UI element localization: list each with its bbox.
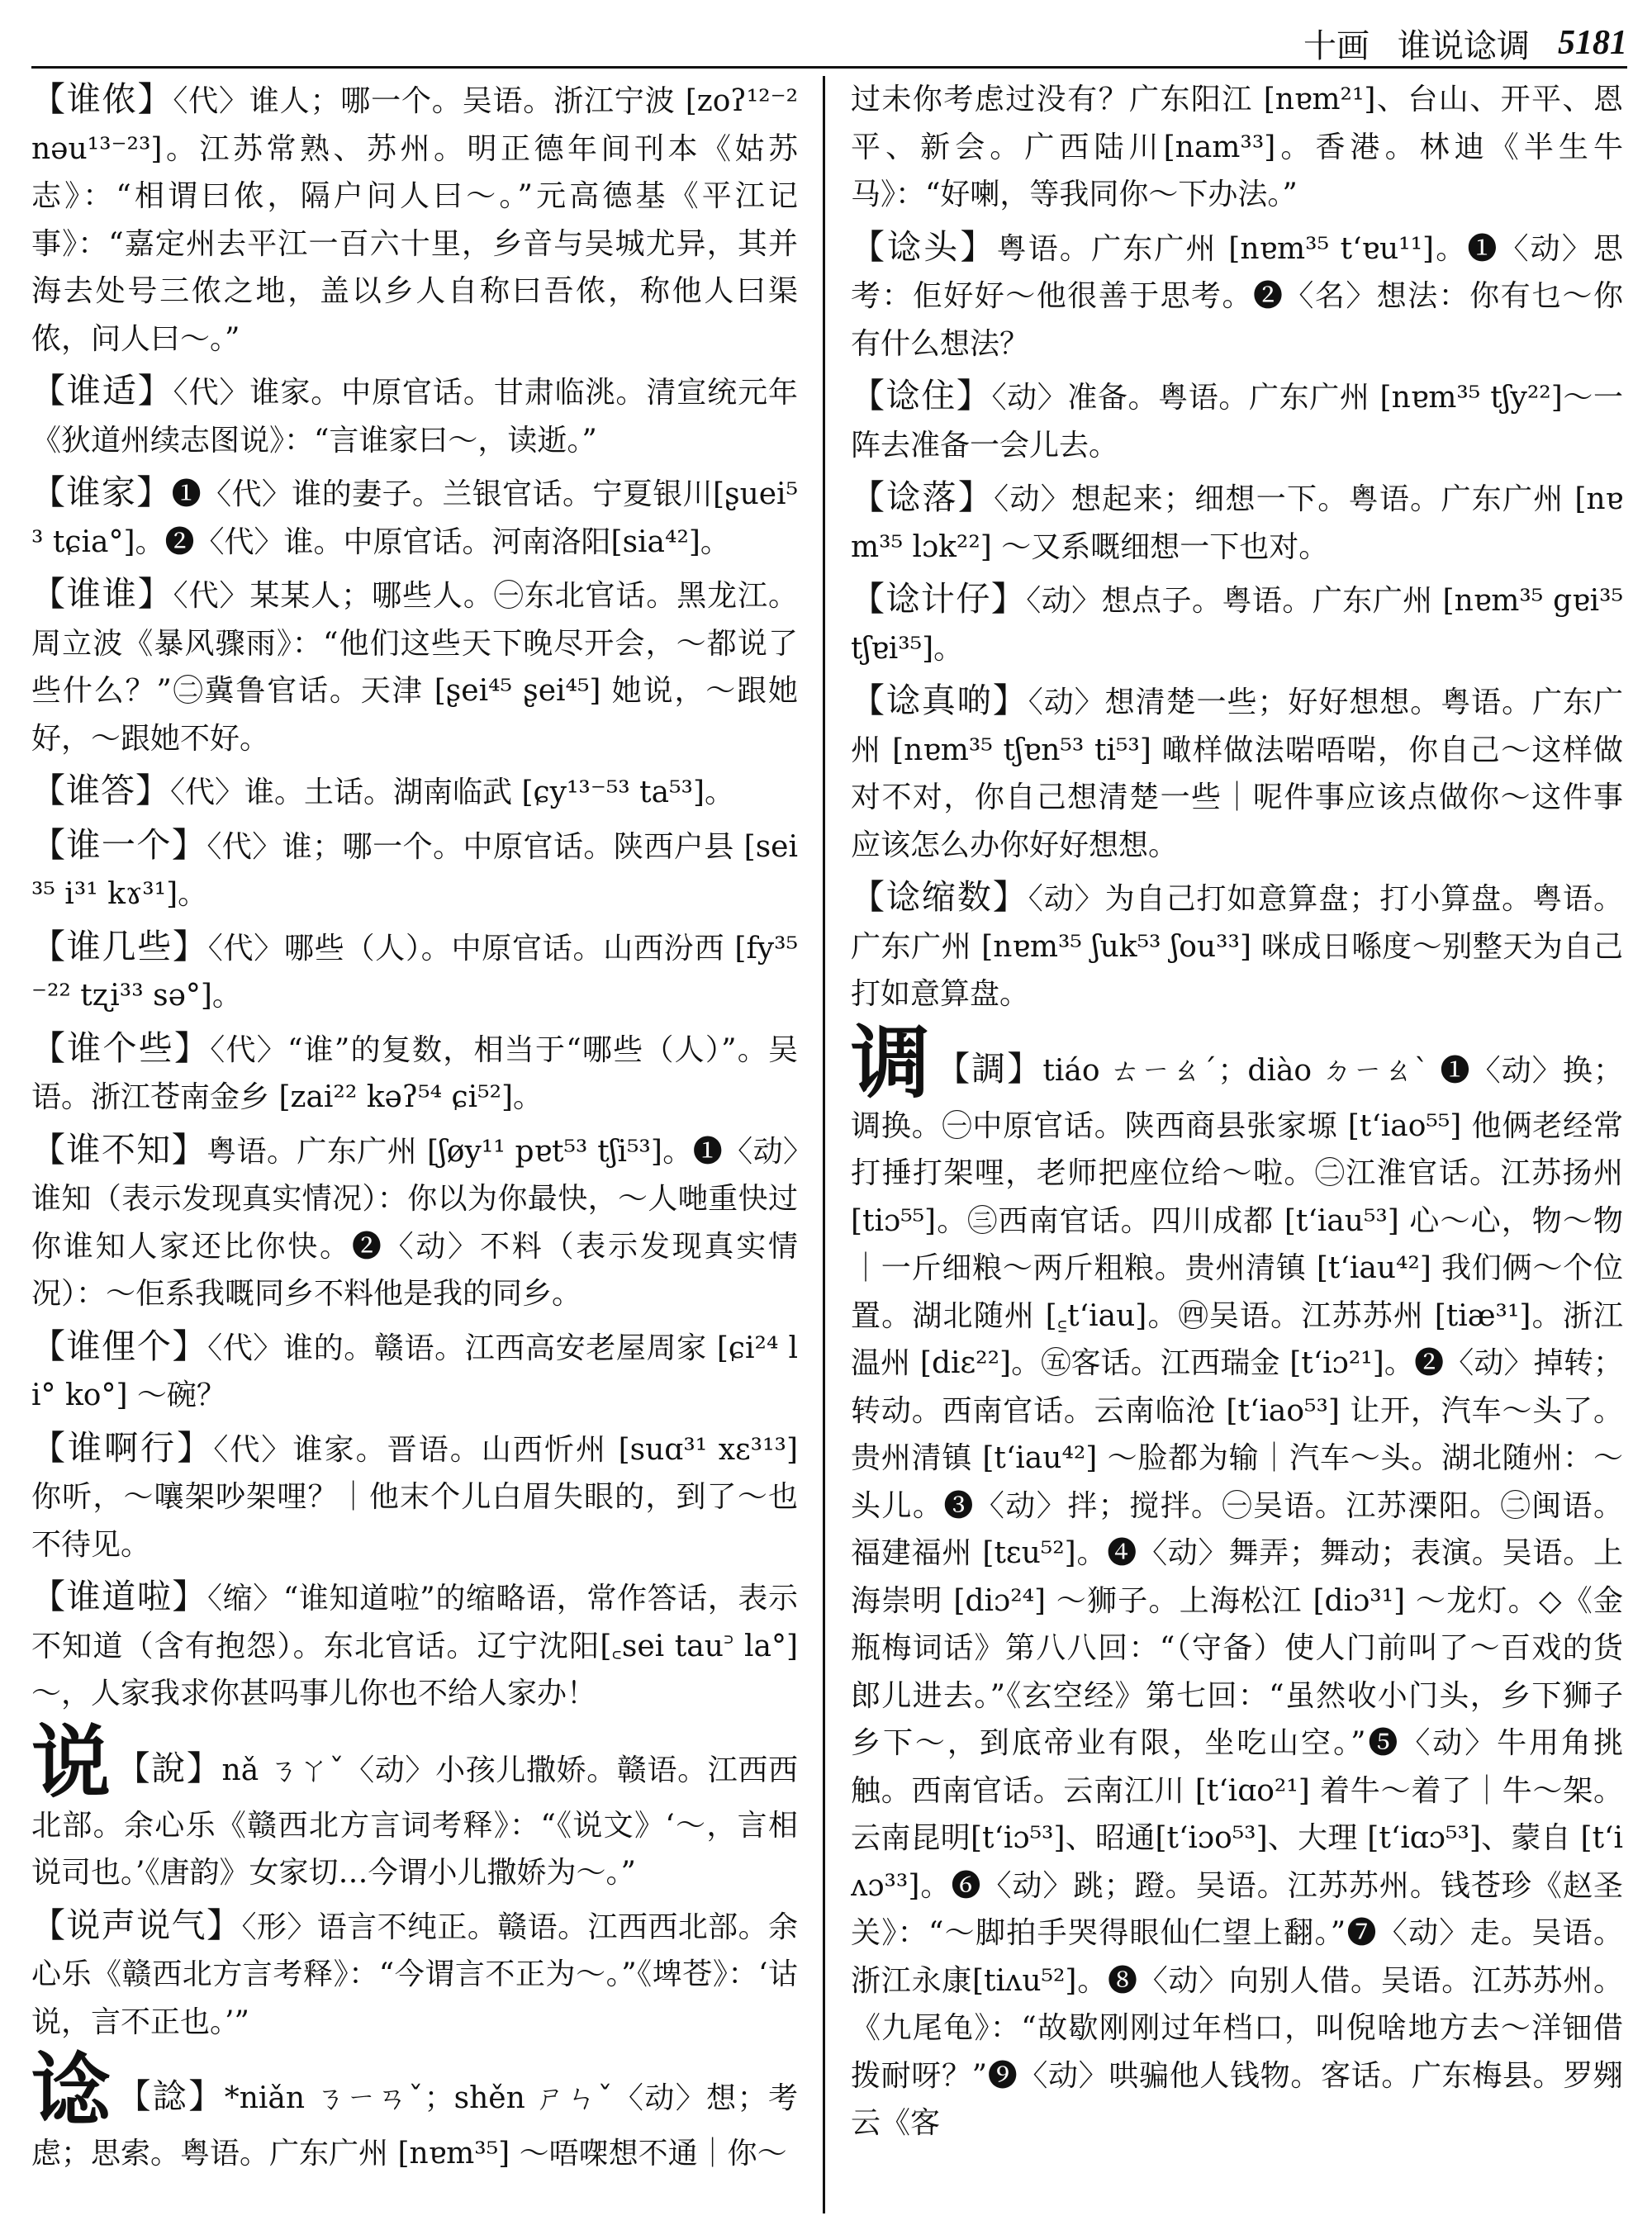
entry-headword: 【谁家】 <box>31 472 172 512</box>
dictionary-entry <box>851 677 1623 869</box>
entry-headword: 【諗】 <box>116 2076 225 2116</box>
entry-text: 〈形〉语言不纯正。赣语。江西西北部。余心乐《赣西北方言考释》：“今谓言不正为～。”《埤苍》：‘诂说，言不正也。’” <box>31 1910 798 2039</box>
head-character: 说 <box>31 1715 112 1809</box>
entry-headword: 【谂真啲】 <box>851 681 1028 720</box>
character-entry <box>31 2043 798 2178</box>
entry-text: 〈代〉谁家。晋语。山西忻州 [suɑ³¹ xɛ³¹³] 你听，～嚷架吵架哩？｜他末个儿白眉失眼的，到了～也不待见。 <box>31 1432 798 1562</box>
entry-headword: 【谂头】 <box>851 226 997 267</box>
dictionary-entry <box>851 474 1623 571</box>
entry-headword: 【谁俚个】 <box>31 1326 208 1366</box>
entry-headword: 【谁侬】 <box>31 79 173 119</box>
character-entry <box>851 1015 1623 2147</box>
entry-headword: 【谁适】 <box>31 371 173 410</box>
dictionary-entry <box>31 1323 798 1420</box>
left-column <box>31 76 798 2213</box>
page-number: 5181 <box>1558 24 1627 62</box>
character-entry <box>31 1715 798 1897</box>
entry-headword: 【調】 <box>936 1048 1043 1089</box>
entry-text: 〈动〉想点子。粤语。广东广州 [nɐm³⁵ gɐi³⁵ tʃɐi³⁵]。 <box>851 584 1623 666</box>
entry-text: 〈动〉为自己打如意算盘；打小算盘。粤语。广东广州 [nɐm³⁵ ʃuk⁵³ ʃou³³] 咪成日喺度～别整天为自己打如意算盘。 <box>851 882 1623 1011</box>
entry-continuation <box>851 76 1623 219</box>
dictionary-entry <box>31 1573 798 1718</box>
entry-text: 〈代〉谁。土话。湖南临武 [ɕy¹³⁻⁵³ ta⁵³]。 <box>170 776 734 809</box>
dictionary-entry <box>31 1425 798 1569</box>
dictionary-entry <box>31 1127 798 1318</box>
entry-text: 〈代〉哪些（人）。中原官话。山西汾西 [fy³⁵⁻²² tʐi³³ sə°]。 <box>31 931 798 1013</box>
dictionary-entry <box>31 767 798 817</box>
entry-headword: 【谁谁】 <box>31 574 173 614</box>
entry-headword: 【谁道啦】 <box>31 1577 208 1616</box>
entry-headword: 【谁啊行】 <box>31 1427 214 1468</box>
dictionary-entry <box>31 1025 798 1122</box>
entry-text: 〈代〉谁人；哪一个。吴语。浙江宁波 [zoʔ¹²⁻² nəu¹³⁻²³]。江苏常熟、苏州。明正德年间刊本《姑苏志》：“相谓曰侬，隔户问人曰～。”元高德基《平江记事》：“嘉定州去平江一百六十里，乡音与吴城尤异，其并海去处号三侬之地，盖以乡人自称曰吾侬，称他人曰渠侬，问人曰～。” <box>31 84 798 356</box>
dictionary-entry <box>31 923 798 1020</box>
column-divider <box>823 76 825 2213</box>
entry-text: 过未你考虑过没有？广东阳江 [nɐm²¹]、台山、开平、恩平、新会。广西陆川[nam³³]。香港。林迪《半生牛马》：“好喇，等我同你～下办法。” <box>851 83 1623 211</box>
entry-text: 〈动〉想清楚一些；好好想想。粤语。广东广州 [nɐm³⁵ tʃɐn⁵³ ti⁵³] 噉样做法啱唔啱，你自己～这样做对不对，你自己想清楚一些｜呢件事应该点做你～这件事应该怎么办你好好想想。 <box>851 686 1623 862</box>
entry-text: 〈代〉某某人；哪些人。㊀东北官话。黑龙江。周立波《暴风骤雨》：“他们这些天下晚尽开会，～都说了些什么？”㊁冀鲁官话。天津 [ʂei⁴⁵ ʂei⁴⁵] 她说，～跟她好，～跟她不好。 <box>31 579 798 756</box>
entry-headword: 【谂缩数】 <box>851 877 1028 917</box>
entry-headword: 【谁答】 <box>31 771 170 810</box>
entry-text: 〈代〉谁的。赣语。江西高安老屋周家 [ɕi²⁴ li° ko°] ～碗？ <box>31 1331 798 1412</box>
entry-text: ❶〈代〉谁的妻子。兰银官话。宁夏银川[ʂuei⁵³ tɕia°]。❷〈代〉谁。中原官话。河南洛阳[sia⁴²]。 <box>31 477 798 559</box>
dictionary-entry <box>31 76 798 363</box>
dictionary-entry <box>31 368 798 464</box>
entry-text: nǎ ㄋㄚˇ〈动〉小孩儿撒娇。赣语。江西西北部。余心乐《赣西北方言词考释》：“《说文》‘～，言相说司也。’《唐韵》女家切…今谓小儿撒娇为～。” <box>31 1753 798 1890</box>
running-header <box>1303 18 1627 68</box>
dictionary-entry <box>31 571 798 762</box>
head-character: 调 <box>851 1015 932 1109</box>
header-range: 谁说谂调 <box>1398 26 1530 65</box>
entry-headword: 【谂计仔】 <box>851 579 1027 619</box>
entry-text: 粤语。广东广州 [ʃøy¹¹ pɐt⁵³ tʃi⁵³]。❶〈动〉谁知（表示发现真实情况）：你以为你最快，～人哋重快过你谁知人家还比你快。❷〈动〉不料（表示发现真实情况）：～佢系我嘅同乡不料他是我的同乡。 <box>31 1134 798 1311</box>
header-section: 十画 <box>1303 26 1370 65</box>
dictionary-entry <box>851 576 1623 672</box>
dictionary-entry <box>851 224 1623 368</box>
dictionary-entry <box>851 874 1623 1018</box>
dictionary-entry <box>31 1902 798 2047</box>
head-character: 谂 <box>31 2043 112 2137</box>
dictionary-entry <box>851 372 1623 469</box>
entry-text: 〈代〉“谁”的复数，相当于“哪些（人）”。吴语。浙江苍南金乡 [zai²² kəʔ⁵⁴ ɕi⁵²]。 <box>31 1032 798 1114</box>
entry-headword: 【谁一个】 <box>31 824 207 865</box>
dictionary-entry <box>31 469 798 566</box>
entry-headword: 【谁几些】 <box>31 926 208 966</box>
entry-text: 〈动〉准备。粤语。广东广州 [nɐm³⁵ tʃy²²]～一阵去准备一会儿去。 <box>851 381 1623 463</box>
entry-text: *niǎn ㄋㄧㄢˇ；shěn ㄕㄣˇ〈动〉想；考虑；思索。粤语。广东广州 [nɐm³⁵] ～唔㗎想不通｜你～ <box>31 2081 798 2171</box>
entry-text: 〈动〉想起来；细想一下。粤语。广东广州 [nɐm³⁵ lɔk²²] ～又系嘅细想一下也对。 <box>851 482 1623 564</box>
entry-headword: 【谂落】 <box>851 477 995 517</box>
header-rule <box>31 66 1627 69</box>
entry-text: 粤语。广东广州 [nɐm³⁵ tʻɐu¹¹]。❶〈动〉思考：佢好好～他很善于思考。❷〈名〉想法：你有乜～你有什么想法？ <box>851 231 1623 361</box>
entry-headword: 【谁个些】 <box>31 1027 211 1068</box>
entry-headword: 【谁不知】 <box>31 1129 207 1170</box>
entry-text: 〈代〉谁；哪一个。中原官话。陕西户县 [sei³⁵ i³¹ kɤ³¹]。 <box>31 829 798 911</box>
entry-text: 〈代〉谁家。中原官话。甘肃临洮。清宣统元年《狄道州续志图说》：“言谁家曰～，读逝。” <box>31 376 798 458</box>
entry-headword: 【說】 <box>116 1748 222 1788</box>
entry-headword: 【说声说气】 <box>31 1905 242 1945</box>
entry-text: tiáo ㄊㄧㄠˊ；diào ㄉㄧㄠˋ ❶〈动〉换；调换。㊀中原官话。陕西商县张家塬 [tʻiao⁵⁵] 他俩老经常打捶打架哩，老师把座位给～啦。㊁江淮官话。江苏扬州 [tiɔ⁵⁵]。㊂西南官话。四川成都 [tʻiau⁵³] 心～心，物～物｜一斤细粮～两斤粗粮。贵州清镇 [tʻiau⁴²] 我们俩～个位置。湖北随州 [꜁tʻiau]。㊃吴语。江苏苏州 [tiæ³¹]。浙江温州 [diɛ²²]。㊄客话。江西瑞金 [tʻiɔ²¹]。❷〈动〉掉转；转动。西南官话。云南临沧 [tʻiao⁵³] 让开，汽车～头了。贵州清镇 [tʻiau⁴²] ～脸都为输｜汽车～头。湖北随州：～头儿。❸〈动〉拌；搅拌。㊀吴语。江苏溧阳。㊁闽语。福建福州 [tɛu⁵²]。❹〈动〉舞弄；舞动；表演。吴语。上海崇明 [diɔ²⁴] ～狮子。上海松江 [diɔ³¹] ～龙灯。◇《金瓶梅词话》第八八回：“（守备）使人门前叫了～百戏的货郎儿进去。”《玄空经》第七回：“虽然收小门头，乡下狮子乡下～，到底帝业有限，坐吃山空。”❺〈动〉牛用角挑触。西南官话。云南江川 [tʻiɑo²¹] 着牛～着了｜牛～架。云南昆明[tʻiɔ⁵³]、昭通[tʻiɔo⁵³]、大理 [tʻiɑɔ⁵³]、蒙自 [tʻiʌɔ³³]。❻〈动〉跳；蹬。吴语。江苏苏州。钱苍珍《赵圣关》：“～脚拍手哭得眼仙仁望上翻。”❼〈动〉走。吴语。浙江永康[tiʌu⁵²]。❽〈动〉向别人借。吴语。江苏苏州。《九尾龟》：“故歇刚刚过年档口，叫倪啥地方去～洋钿借拨耐呀？”❾〈动〉哄骗他人钱物。客话。广东梅县。罗翙云《客 <box>851 1053 1623 2140</box>
right-column <box>851 76 1623 2213</box>
entry-text: 〈缩〉“谁知道啦”的缩略语，常作答话，表示不知道（含有抱怨）。东北官话。辽宁沈阳[꜀sei tau꜄ la°]～，人家我求你甚吗事儿你也不给人家办！ <box>31 1582 798 1710</box>
dictionary-entry <box>31 822 798 918</box>
entry-headword: 【谂住】 <box>851 376 992 415</box>
